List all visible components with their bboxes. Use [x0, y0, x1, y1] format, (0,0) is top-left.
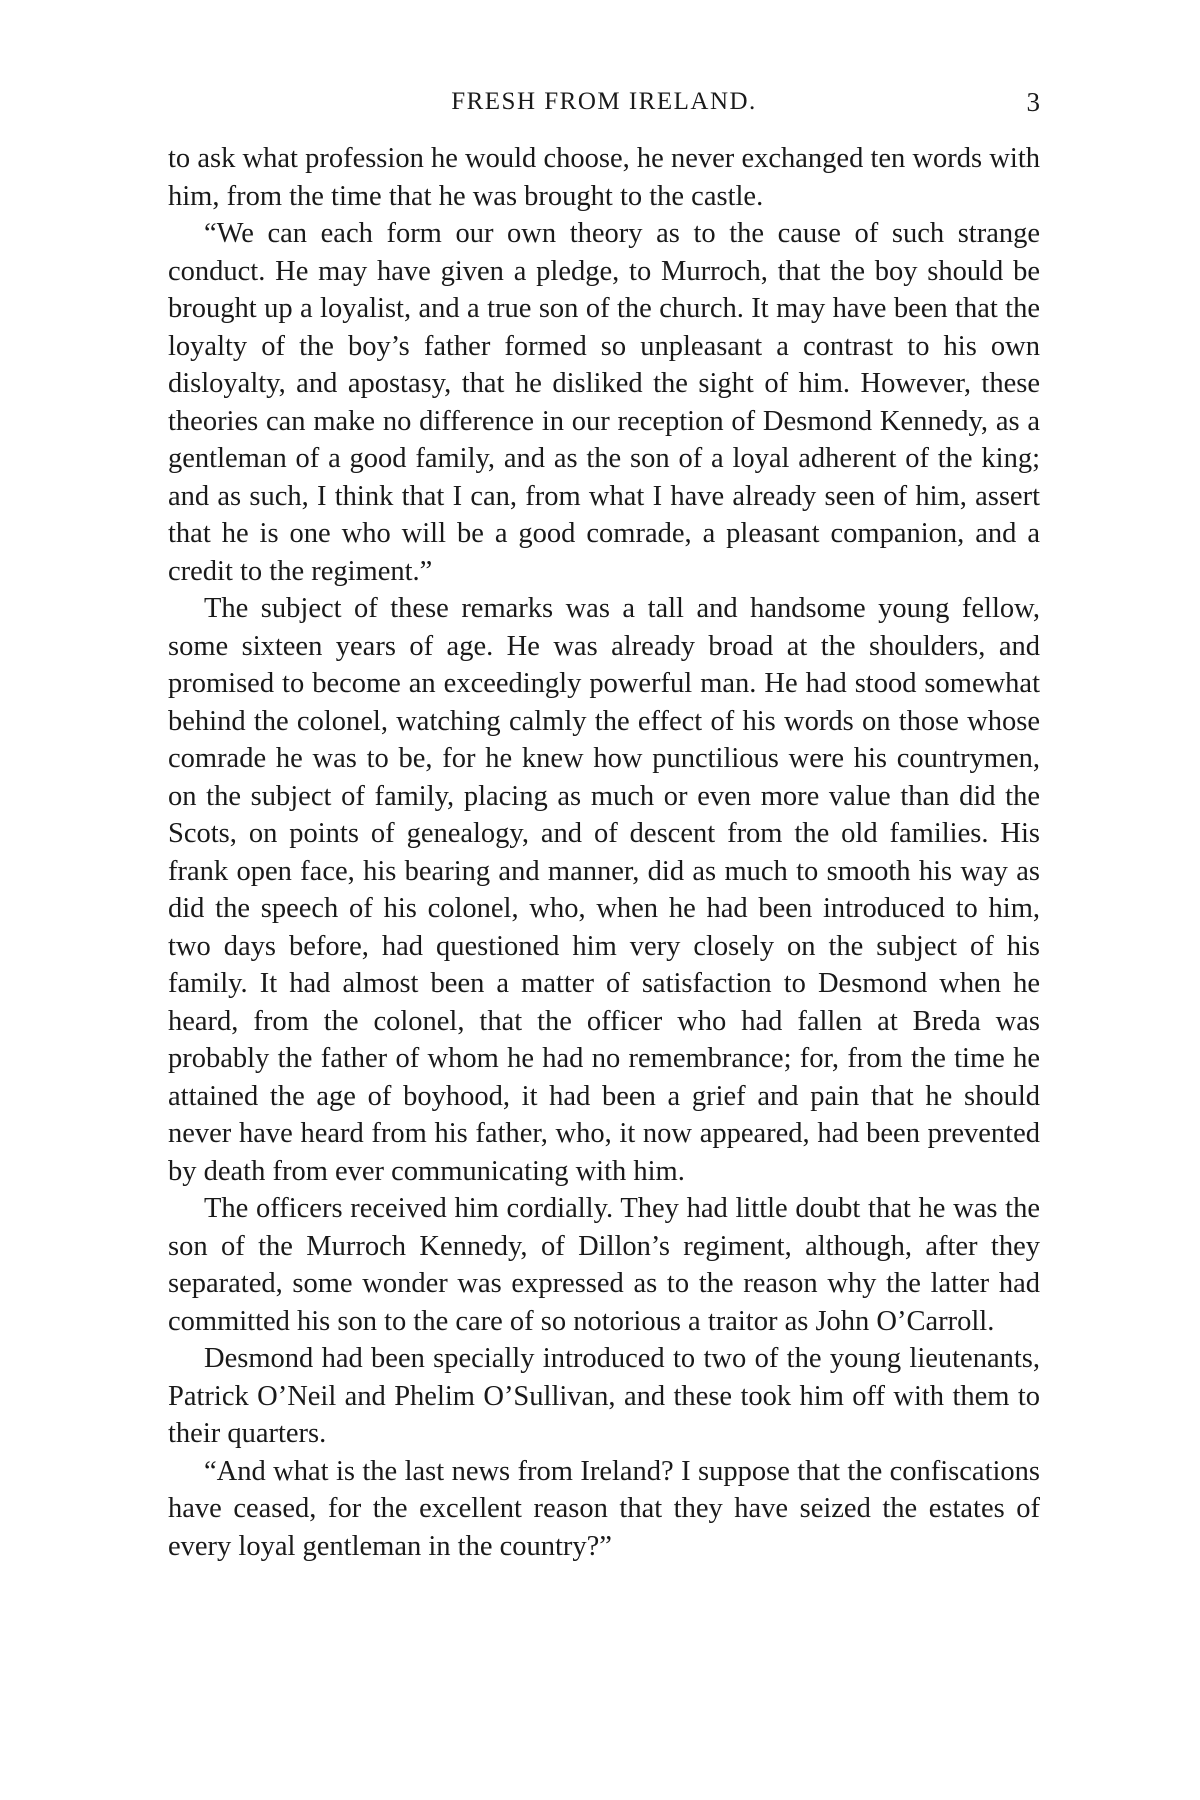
text-body: [168, 140, 1040, 1565]
paragraph: “And what is the last news from Ireland? I suppose that the confiscations have ceased, for the excellent reason that they have seized the estates of every loyal gentleman in the country?”: [168, 1455, 1040, 1562]
paragraph: The subject of these remarks was a tall and handsome young fellow, some sixteen years of age. He was already broad at the shoulders, and promised to become an exceedingly powerful man. He had stood somewhat behind the colonel, watching calmly the effect of his words on those whose comrade he was to be, for he knew how punctilious were his countrymen, on the subject of family, placing as much or even more value than did the Scots, on points of genealogy, and of descent from the old families. His frank open face, his bearing and manner, did as much to smooth his way as did the speech of his colonel, who, when he had been introduced to him, two days before, had questioned him very closely on the subject of his family. It had almost been a matter of satisfaction to Desmond when he heard, from the colonel, that the officer who had fallen at Breda was probably the father of whom he had no remembrance; for, from the time he attained the age of boyhood, it had been a grief and pain that he should never have heard from his father, who, it now appeared, had been prevented by death from ever communicating with him.: [168, 593, 1040, 1187]
page-number: 3: [1026, 87, 1040, 117]
paragraph: Desmond had been specially introduced to two of the young lieutenants, Patrick O’Neil and Phelim O’Sullivan, and these took him off with them to their quarters.: [168, 1343, 1040, 1449]
paragraph: to ask what profession he would choose, he never exchanged ten words with him, from the time that he was brought to the castle.: [168, 143, 1040, 212]
running-title: FRESH FROM IRELAND.: [451, 88, 757, 115]
paragraph: “We can each form our own theory as to the cause of such strange conduct. He may have given a pledge, to Murroch, that the boy should be brought up a loyalist, and a true son of the church. It may have been that the loyalty of the boy’s father formed so unpleasant a contrast to his own disloyalty, and apostasy, that he disliked the sight of him. However, these theories can make no difference in our reception of Desmond Kennedy, as a gentleman of a good family, and as the son of a loyal adherent of the king; and as such, I think that I can, from what I have already seen of him, assert that he is one who will be a good comrade, a pleasant companion, and a credit to the regiment.”: [168, 218, 1040, 587]
running-header: [168, 82, 1040, 122]
paragraph: The officers received him cordially. They had little doubt that he was the son of the Murroch Kennedy, of Dillon’s regiment, although, after they separated, some wonder was expressed as to the reason why the latter had committed his son to the care of so notorious a traitor as John O’Carroll.: [168, 1193, 1040, 1337]
